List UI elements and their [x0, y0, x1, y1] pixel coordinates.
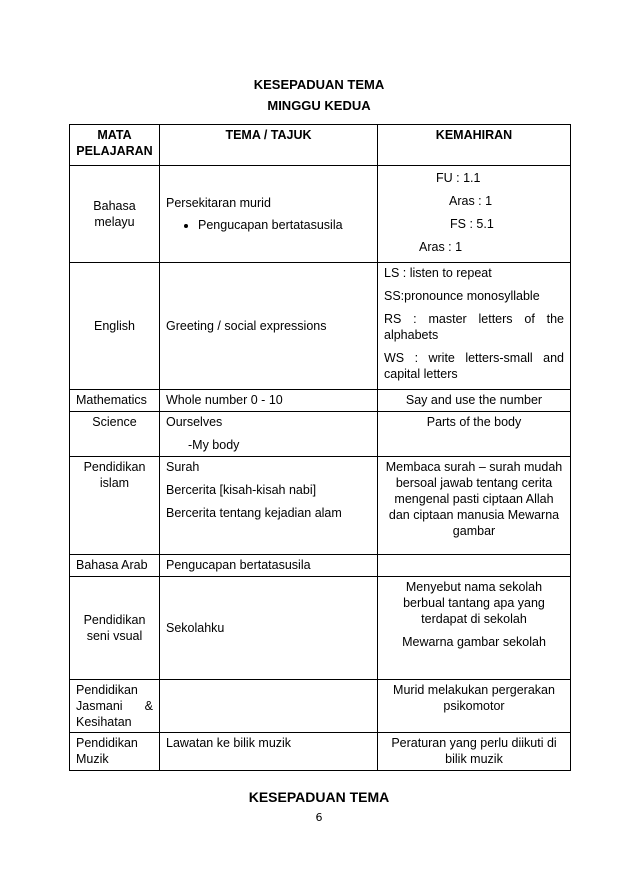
table-row	[70, 166, 571, 263]
subject-table	[69, 124, 571, 771]
skill-cell	[378, 555, 571, 577]
subject-cell: Pendidikan seni vsual	[70, 577, 160, 680]
skill-text: LS : listen to repeat	[384, 266, 492, 280]
table-row	[70, 733, 571, 771]
topic-text: Surah	[166, 460, 200, 474]
skill-cell	[378, 166, 571, 263]
table-row	[70, 555, 571, 577]
skill-text: SS:pronounce monosyllable	[384, 289, 540, 303]
topic-text: -My body	[188, 438, 240, 452]
subject-cell: Bahasa Arab	[70, 555, 160, 577]
skill-cell: Membaca surah – surah mudah bersoal jawab tentang cerita mengenal pasti ciptaan Allah dan ciptaan manusia Mewarna gambar	[378, 457, 571, 555]
table-row	[70, 680, 571, 733]
skill-text: RS : master letters of the alphabets	[384, 312, 564, 342]
skill-text: Aras : 1	[419, 240, 463, 254]
subject-cell: Bahasa melayu	[70, 166, 160, 263]
subject-cell: Science	[70, 412, 160, 457]
page-number: 6	[315, 811, 323, 824]
topic-text: Ourselves	[166, 415, 223, 429]
topic-cell: Lawatan ke bilik muzik	[160, 733, 378, 771]
footer-title: KESEPADUAN TEMA	[248, 789, 390, 805]
skill-text: FS : 5.1	[450, 217, 494, 231]
header-skill: KEMAHIRAN	[378, 125, 571, 166]
topic-text: Persekitaran murid	[166, 196, 271, 210]
skill-cell	[378, 577, 571, 680]
topic-text: Bercerita tentang kejadian alam	[166, 506, 342, 520]
header-topic: TEMA / TAJUK	[160, 125, 378, 166]
table-row	[70, 457, 571, 555]
subject-cell: Pendidikan Jasmani & Kesihatan	[70, 680, 160, 733]
table-row	[70, 263, 571, 390]
subject-cell: English	[70, 263, 160, 390]
skill-cell: Say and use the number	[378, 390, 571, 412]
table-row	[70, 577, 571, 680]
skill-text: WS : write letters-small and capital letters	[384, 351, 564, 381]
table-header-row	[70, 125, 571, 166]
document-title: KESEPADUAN TEMA	[253, 77, 385, 92]
subject-cell: Pendidikan Muzik	[70, 733, 160, 771]
subject-cell: Pendidikan islam	[70, 457, 160, 555]
skill-cell: Peraturan yang perlu diikuti di bilik muzik	[378, 733, 571, 771]
topic-text: Bercerita [kisah-kisah nabi]	[166, 483, 317, 497]
document-subtitle: MINGGU KEDUA	[267, 98, 371, 113]
table-row	[70, 390, 571, 412]
skill-cell: Parts of the body	[378, 412, 571, 457]
skill-text: FU : 1.1	[436, 171, 481, 185]
topic-cell	[160, 680, 378, 733]
skill-text: Mewarna gambar sekolah	[402, 635, 546, 649]
skill-text: Aras : 1	[449, 194, 493, 208]
list-item: • Pengucapan bertatasusila	[198, 217, 371, 233]
topic-cell	[160, 457, 378, 555]
topic-cell: Whole number 0 - 10	[160, 390, 378, 412]
skill-text: Menyebut nama sekolah berbual tantang apa yang terdapat di sekolah	[403, 580, 545, 626]
subject-cell: Mathematics	[70, 390, 160, 412]
header-subject: MATA PELAJARAN	[70, 125, 160, 166]
table-row	[70, 412, 571, 457]
topic-cell	[160, 412, 378, 457]
topic-cell: Pengucapan bertatasusila	[160, 555, 378, 577]
skill-cell	[378, 263, 571, 390]
topic-cell	[160, 166, 378, 263]
topic-cell: Greeting / social expressions	[160, 263, 378, 390]
skill-cell: Murid melakukan pergerakan psikomotor	[378, 680, 571, 733]
topic-cell: Sekolahku	[160, 577, 378, 680]
